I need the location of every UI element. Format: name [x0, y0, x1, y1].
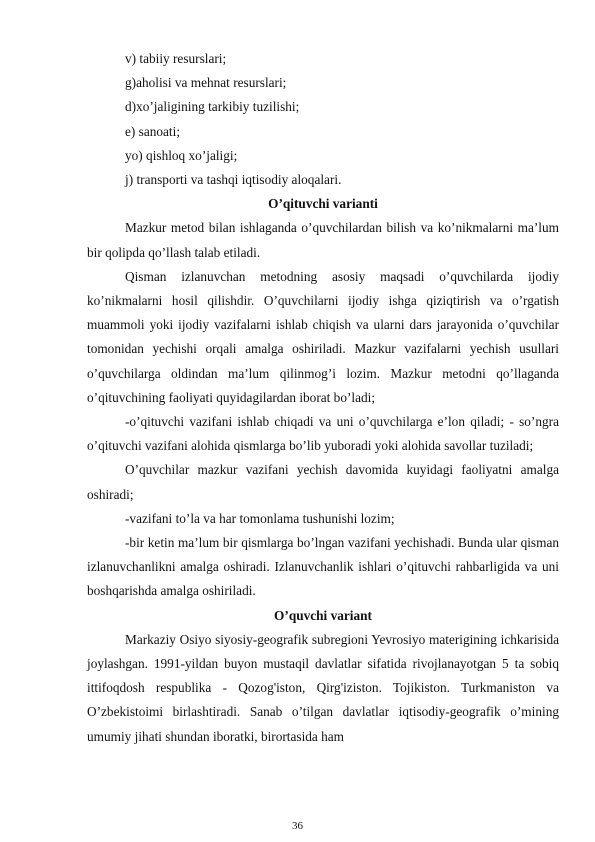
section-heading-teacher-variant: O’qituvchi varianti — [268, 196, 378, 212]
list-item: yo) qishloq xo’jaligi; — [125, 147, 238, 163]
page-number: 36 — [292, 820, 303, 832]
list-item: g)aholisi va mehnat resurslari; — [125, 75, 287, 91]
paragraph: -o’qituvchi vazifani ishlab chiqadi va uni o’quvchilarga e’lon qiladi; - so’ngra o’qituvchi vazifani alohida qismlarga bo’lib yuboradi yoki alohida savollar tuziladi; — [87, 414, 559, 454]
paragraph: Mazkur metod bilan ishlaganda o’quvchilardan bilish va ko’nikmalarni ma’lum bir qolipda qo’llash talab etiladi. — [87, 220, 559, 260]
list-item: j) transporti va tashqi iqtisodiy aloqalari. — [125, 172, 342, 188]
list-item: e) sanoati; — [125, 123, 181, 139]
resource-list — [87, 47, 559, 192]
paragraph: O’quvchilar mazkur vazifani yechish davomida kuyidagi faoliyatni amalga oshiradi; — [87, 462, 559, 502]
paragraph: -vazifani to’la va har tomonlama tushunishi lozim; — [125, 510, 395, 526]
list-item: d)xo’jaligining tarkibiy tuzilishi; — [125, 99, 300, 115]
section-heading-student-variant: O’quvchi variant — [274, 607, 372, 623]
paragraph: -bir ketin ma’lum bir qismlarga bo’lngan vazifani yechishadi. Bunda ular qisman izlanuvchanlikni amalga oshiradi. Izlanuvchanlik ishlari o’qituvchi rahbarligida va uni boshqarishda amalga oshiriladi. — [87, 535, 559, 599]
document-page — [87, 47, 559, 749]
paragraph: Markaziy Osiyo siyosiy-geografik subregioni Yevrosiyo materigining ichkarisida joylashgan. 1991-yildan buyon mustaqil davlatlar sifatida rivojlanayotgan 5 ta sobiq ittifoqdosh respublika - Qozog'iston, Qirg'iziston. Tojikiston. Turkmaniston va O’zbekistoimi birlashtiradi. Sanab o’tilgan davlatlar iqtisodiy-geografik o’mining umumiy jihati shundan iboratki, birortasida ham — [87, 631, 559, 744]
paragraph: Qisman izlanuvchan metodning asosiy maqsadi o’quvchilarda ijodiy ko’nikmalarni hosil qilishdir. O’quvchilarni ijodiy ishga qiziqtirish va o’rgatish muammoli yoki ijodiy vazifalarni ishlab chiqish va ularni dars jarayonida o’quvchilar tomonidan yechishi orqali amalga oshiriladi. Mazkur vazifalarni yechish usullari o’quvchilarga oldindan ma’lum qilinmog’i lozim. Mazkur metodni qo’llaganda o’qituvchining faoliyati quyidagilardan iborat bo’ladi; — [87, 268, 559, 405]
list-item: v) tabiiy resurslari; — [125, 51, 227, 66]
